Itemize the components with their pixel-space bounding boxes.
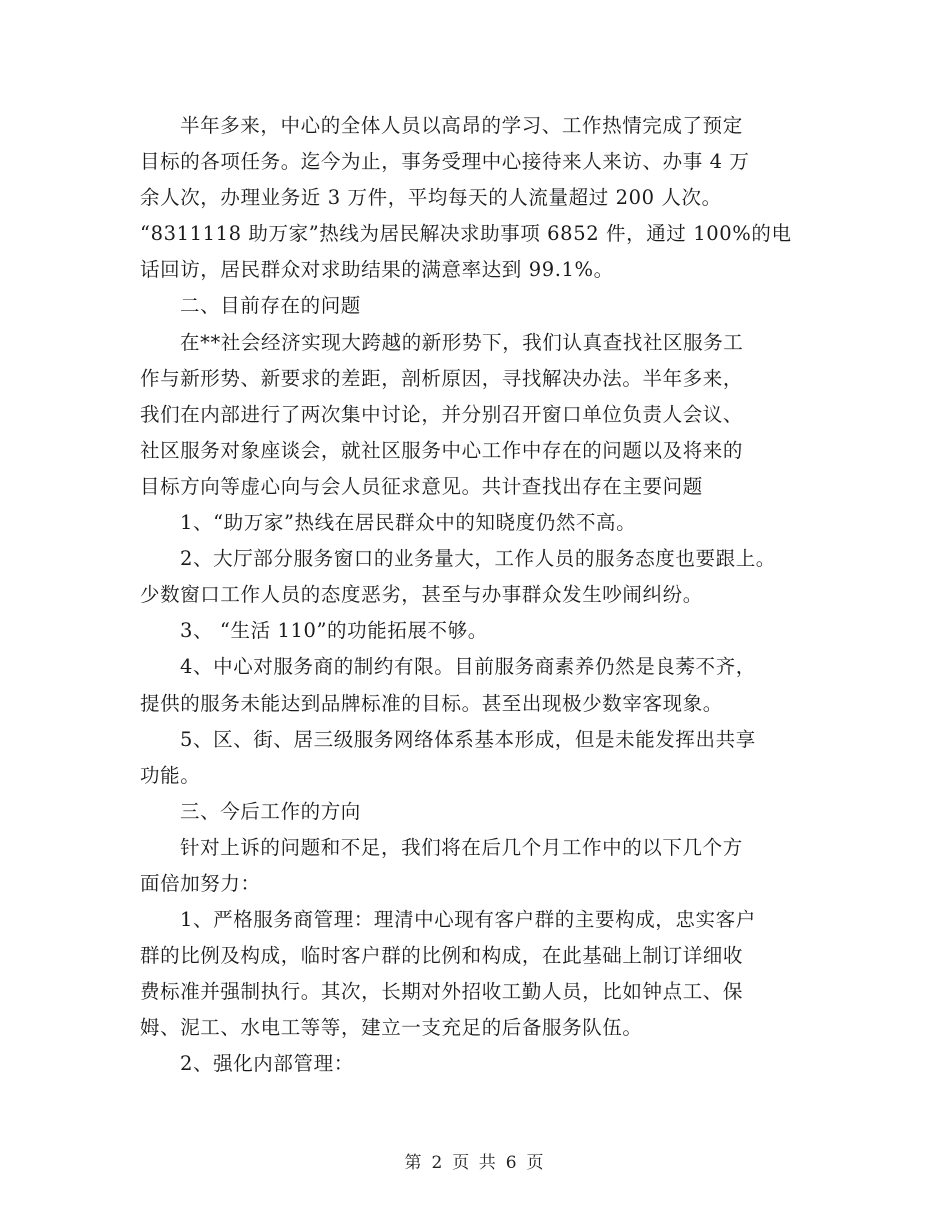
text-line: 话回访，居民群众对求助结果的满意率达到 99.1%。 [140,258,614,282]
text-line: 目标方向等虚心向与会人员征求意见。共计查找出存在主要问题 [140,474,703,498]
footer-suffix: 页 [526,1153,546,1173]
text-line: 5、区、街、居三级服务网络体系基本形成，但是未能发挥出共享 [180,727,756,751]
text-line: “8311118 助万家”热线为居民解决求助事项 6852 件，通过 100%的电 [140,222,792,246]
text-line: 2、大厅部分服务窗口的业务量大，工作人员的服务态度也要跟上。 [180,547,776,571]
text-line: 半年多来，中心的全体人员以高昂的学习、工作热情完成了预定 [180,114,743,137]
text-line: 三、今后工作的方向 [180,799,361,823]
text-line: 针对上诉的问题和不足，我们将在后几个月工作中的以下几个方 [180,835,743,859]
text-line: 3、 “生活 110”的功能拓展不够。 [180,619,488,643]
footer-middle: 页 共 [452,1153,498,1173]
text-line: 目标的各项任务。迄今为止，事务受理中心接待来人来访、办事 4 万 [140,150,750,174]
text-line: 少数窗口工作人员的态度恶劣，甚至与办事群众发生吵闹纠纷。 [140,583,703,607]
text-line: 2、强化内部管理： [180,1052,354,1076]
text-line: 在**社会经济实现大跨越的新形势下，我们认真查找社区服务工 [180,330,744,354]
text-line: 作与新形势、新要求的差距，剖析原因，寻找解决办法。半年多来， [140,366,744,390]
text-line: 功能。 [140,763,201,787]
text-line: 1、“助万家”热线在居民群众中的知晓度仍然不高。 [180,511,637,535]
text-line: 1、严格服务商管理：理清中心现有客户群的主要构成，忠实客户 [180,908,756,932]
text-line: 提供的服务未能达到品牌标准的目标。甚至出现极少数宰客现象。 [140,691,723,715]
footer-total-pages: 6 [505,1153,519,1173]
text-line: 我们在内部进行了两次集中讨论，并分别召开窗口单位负责人会议、 [140,402,744,426]
text-line: 面倍加努力： [140,871,261,895]
text-line: 社区服务对象座谈会，就社区服务中心工作中存在的问题以及将来的 [140,438,744,462]
text-line: 余人次，办理业务近 3 万件，平均每天的人流量超过 200 人次。 [140,186,722,210]
text-line: 二、目前存在的问题 [180,294,361,318]
text-line: 群的比例及构成，临时客户群的比例和构成，在此基础上制订详细收 [140,944,744,968]
page-footer [0,1148,950,1173]
footer-prefix: 第 [404,1153,424,1173]
text-line: 姆、泥工、水电工等等，建立一支充足的后备服务队伍。 [140,1016,643,1040]
document-body [140,108,810,1083]
text-line: 4、中心对服务商的制约有限。目前服务商素养仍然是良莠不齐， [180,655,756,679]
footer-current-page: 2 [431,1153,445,1173]
text-line: 费标准并强制执行。其次，长期对外招收工勤人员，比如钟点工、保 [140,980,744,1004]
